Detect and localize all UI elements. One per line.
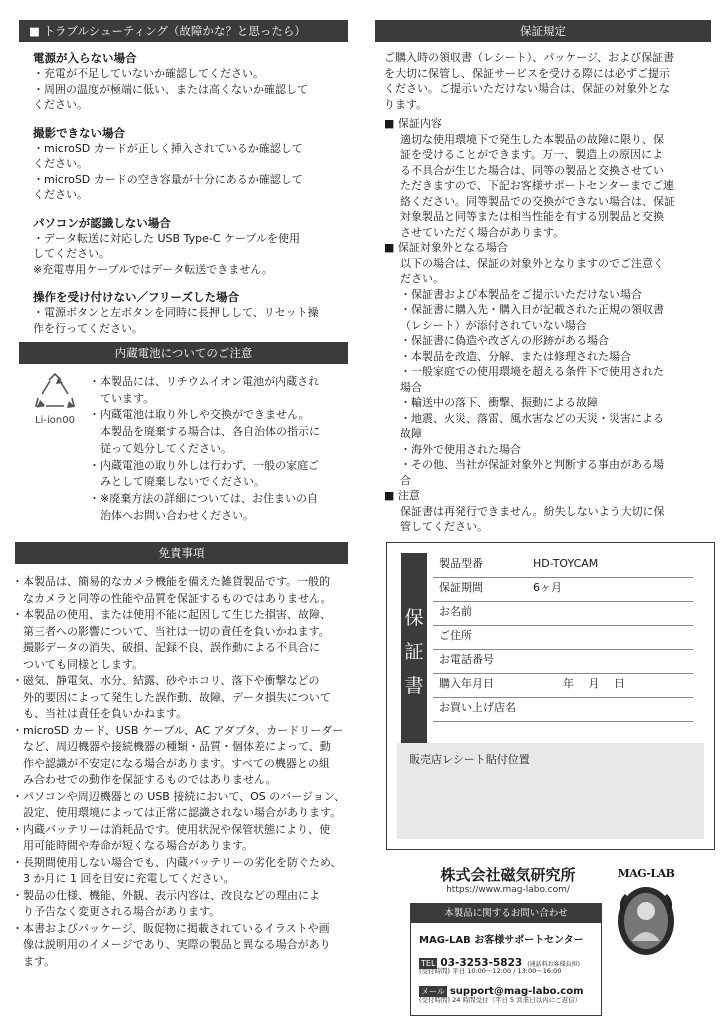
warranty-header: 保証規定 [375, 20, 711, 42]
disclaimer-line: なカメラと同等の性能や品質を保証するものではありません。 [12, 591, 332, 605]
card-row-address[interactable] [433, 625, 693, 650]
battery-line: 治体へお問い合わせください。 [89, 508, 254, 522]
tel-hours: (受付時間) 平日 10:00～12:00 / 13:00～16:00 [419, 967, 562, 975]
warranty-body [384, 50, 714, 535]
mail-tag: メール [421, 987, 445, 996]
disclaimer-line: ・本製品は、簡易的なカメラ機能を備えた雑貨製品です。一般的 [12, 575, 331, 588]
disclaimer-line: 作や認識が不安定になる場合があります。すべての機器との組 [12, 756, 330, 770]
ts-shoot-title: 撮影できない場合 [33, 125, 125, 140]
coverage-title: ■ 保証内容 [384, 117, 442, 130]
receipt-area [397, 743, 704, 839]
mail-hours: (受付時間) 24 時間受付（平日 5 営業日以内にご返信） [419, 996, 582, 1004]
ts-shoot-line: ください。 [33, 188, 88, 201]
card-row-name[interactable] [433, 601, 693, 626]
card-row-label: お名前 [439, 605, 472, 618]
warranty-intro-line: を大切に保管し、保証サービスを受ける際には必ずご提示 [384, 66, 670, 80]
card-title-block [401, 553, 427, 773]
warranty-intro-line: ご購入時の領収書（レシート）、パッケージ、および保証書 [384, 51, 675, 64]
warranty-intro-line: ります。 [384, 97, 428, 111]
card-row-value: 年 月 日 [563, 677, 625, 690]
battery-line: ・内蔵電池は取り外しや交換ができません。 [89, 408, 310, 422]
coverage-line: 証を受けることができます。万一、製造上の原因によ [400, 148, 664, 161]
coverage-line: る不具合が生じた場合は、同等の製品と交換させてい [400, 163, 664, 177]
tel-note: (通話料お客様負担) [527, 961, 580, 968]
battery-line: ・本製品には、リチウムイオン電池が内蔵され [89, 375, 320, 388]
tel-tag: TEL [421, 959, 436, 968]
coverage-line: ただきますので、下記お客様サポートセンターまでご連 [400, 179, 675, 192]
card-row-label: ご住所 [439, 629, 472, 642]
card-row-label: お買い上げ店名 [439, 701, 516, 714]
card-title-char: 書 [404, 675, 424, 697]
battery-body [89, 374, 349, 524]
ts-freeze-title: 操作を受け付けない／フリーズした場合 [33, 290, 239, 304]
battery-line: 従って処分してください。 [89, 441, 232, 455]
excluded-line: ・輸送中の落下、衝撃、振動による故障 [400, 396, 598, 409]
battery-line: 本製品を廃棄する場合は、各自治体の指示に [89, 425, 320, 439]
disclaimer-line: ・製品の仕様、機能、外観、表示内容は、改良などの理由によ [12, 888, 320, 902]
troubleshooting-header: ■ トラブルシューティング（故障かな？と思ったら） [19, 20, 348, 42]
contact-box [410, 903, 602, 1016]
disclaimer-line: も、当社は責任を負いかねます。 [12, 707, 188, 720]
maglab-logo-text: MAG-LAB [617, 867, 675, 880]
card-row-period [433, 577, 693, 602]
disclaimer-line: り予告なく変更される場合があります。 [12, 905, 221, 918]
excluded-title: ■ 保証対象外となる場合 [384, 241, 508, 254]
disclaimer-line: ・内蔵バッテリーは消耗品です。使用状況や保管状態により、使 [12, 822, 331, 836]
ts-pc-line: ・データ転送に対応した USB Type-C ケーブルを使用 [33, 231, 300, 245]
card-title-char: 保 [404, 607, 424, 629]
warranty-card [386, 542, 715, 850]
excluded-line: ・保証書に偽造や改ざんの形跡がある場合 [400, 334, 609, 347]
coverage-line: 適切な使用環境下で発生した本製品の故障に限り、保 [400, 132, 664, 146]
ts-pc-line: してください。 [33, 247, 110, 260]
excluded-line: 以下の場合は、保証の対象外となりますのでご注意く [400, 256, 664, 270]
ts-power-line: ・周囲の温度が極端に低い、または高くないか確認して [33, 82, 308, 96]
coverage-line: させていただく場合があります。 [400, 225, 565, 239]
note-line: 管してください。 [400, 520, 488, 533]
coverage-line: 絡ください。同等製品での交換ができない場合は、保証 [400, 194, 675, 208]
disclaimer-header: 免責事項 [15, 542, 348, 564]
recycle-mark [30, 372, 80, 432]
ts-shoot-line: ・microSD カードの空き容量が十分にあるか確認して [33, 172, 303, 186]
card-row-phone[interactable] [433, 649, 693, 674]
disclaimer-line: ・本書およびパッケージ、販促物に掲載されているイラストや画 [12, 921, 330, 935]
ts-pc-title: パソコンが認識しない場合 [33, 215, 171, 230]
note-line: 保証書は再発行できません。紛失しないよう大切に保 [400, 504, 665, 518]
excluded-line: ・一般家庭での使用環境を超える条件下で使用された [400, 365, 664, 378]
disclaimer-line: 3 か月に 1 回を目安に充電してください。 [12, 872, 235, 885]
tel-number[interactable]: 03-3253-5823 [440, 957, 523, 969]
disclaimer-line: ・microSD カード、USB ケーブル、AC アダプタ、カードリーダー [12, 723, 344, 737]
troubleshooting-body [33, 50, 343, 336]
ts-freeze-line: ・電源ボタンと左ボタンを同時に長押しして、リセット操 [33, 306, 319, 319]
card-row-date[interactable] [433, 673, 693, 698]
excluded-line: 場合 [400, 380, 422, 394]
recycle-icon [32, 372, 78, 412]
coverage-line: 対象製品と同等または相当性能を有する別製品と交換 [400, 210, 664, 223]
warranty-intro-line: ください。ご提示いただけない場合は、保証の対象外とな [384, 82, 670, 95]
battery-line: ・※廃棄方法の詳細については、お住まいの自 [89, 491, 318, 505]
disclaimer-line: など、周辺機器や接続機器の種類・品質・個体差によって、動 [12, 740, 331, 753]
excluded-line: 合 [400, 473, 411, 487]
card-title-char: 証 [404, 641, 424, 663]
excluded-line: ・保証書に購入先・購入日が記載された正規の領収書 [400, 303, 664, 316]
excluded-line: ・地震、火災、落雷、風水害などの天災・災害による [400, 411, 664, 425]
ts-pc-line: ※充電専用ケーブルではデータ転送できません。 [33, 262, 273, 276]
disclaimer-line: 撮影データの消失、破損、記録不良、誤作動による不具合に [12, 641, 320, 654]
card-row-label: 購入年月日 [439, 677, 494, 690]
disclaimer-line: 設定、使用環境によっては正常に認識されない場合があります。 [12, 806, 342, 819]
disclaimer-line: ・本製品の使用、または使用不能に起因して生じた損害、故障、 [12, 608, 331, 621]
disclaimer-line: 像は説明用のイメージであり、実際の製品と異なる場合があり [12, 938, 331, 951]
disclaimer-line: み合わせでの動作を保証するものではありません。 [12, 773, 277, 786]
battery-line: ・内蔵電池の取り外しは行わず、一般の家庭ご [89, 458, 320, 472]
excluded-line: 故障 [400, 427, 422, 440]
maglab-emblem-icon [614, 883, 678, 959]
maglab-logo [610, 867, 682, 963]
recycle-label: Li-ion00 [35, 415, 75, 426]
card-row-label: お電話番号 [439, 653, 494, 666]
disclaimer-line: ます。 [12, 954, 56, 968]
ts-power-line: ください。 [33, 98, 88, 111]
battery-line: ています。 [89, 391, 155, 405]
card-row-label: 製品型番 [439, 557, 483, 570]
card-row-store[interactable] [433, 697, 693, 722]
disclaimer-line: ・長期間使用しない場合でも、内蔵バッテリーの劣化を防ぐため、 [12, 855, 342, 869]
mail-address[interactable]: support@mag-labo.com [449, 986, 584, 997]
excluded-line: ・その他、当社が保証対象外と判断する事由がある場 [400, 458, 664, 471]
support-center: MAG-LAB お客様サポートセンター [419, 935, 584, 946]
excluded-line: ・保証書および本製品をご提示いただけない場合 [400, 287, 642, 301]
ts-power-line: ・充電が不足していないか確認してください。 [33, 67, 264, 80]
company-url[interactable]: https://www.mag-labo.com/ [446, 885, 570, 895]
excluded-line: （レシート）が添付されていない場合 [400, 318, 587, 332]
disclaimer-line: 第三者への影響について、当社は一切の責任を負いかねます。 [12, 624, 330, 638]
excluded-line: ・海外で使用された場合 [400, 442, 521, 456]
card-row-model [433, 553, 693, 578]
disclaimer-line: 外的要因によって発生した誤作動、故障、データ損失について [12, 690, 331, 704]
card-row-label: 保証期間 [439, 581, 483, 594]
contact-header: 本製品に関するお問い合わせ [411, 904, 601, 923]
ts-power-title: 電源が入らない場合 [33, 51, 137, 65]
excluded-line: ・本製品を改造、分解、または修理された場合 [400, 349, 631, 363]
disclaimer-line: ・磁気、静電気、水分、結露、砂やホコリ、落下や衝撃などの [12, 674, 320, 687]
disclaimer-line: ついても同様とします。 [12, 657, 144, 671]
battery-line: みとして廃棄しないでください。 [89, 475, 265, 489]
card-row-value: HD-TOYCAM [533, 557, 599, 570]
disclaimer-line: ・パソコンや周辺機器との USB 接続において、OS のバージョン、 [12, 789, 345, 803]
note-title: ■ 注意 [384, 489, 420, 502]
company-name: 株式会社磁気研究所 [440, 866, 576, 884]
ts-freeze-line: 作を行ってください。 [33, 321, 143, 335]
disclaimer-line: 用可能時間や寿命が短くなる場合があります。 [12, 839, 254, 852]
ts-shoot-line: ・microSD カードが正しく挿入されているか確認して [33, 141, 303, 155]
excluded-line: ださい。 [400, 272, 444, 285]
receipt-label: 販売店レシート貼付位置 [409, 753, 530, 766]
card-row-value: 6ヶ月 [533, 581, 562, 594]
ts-shoot-line: ください。 [33, 157, 88, 170]
battery-header: 内蔵電池についてのご注意 [19, 342, 348, 364]
disclaimer-body [12, 574, 357, 970]
